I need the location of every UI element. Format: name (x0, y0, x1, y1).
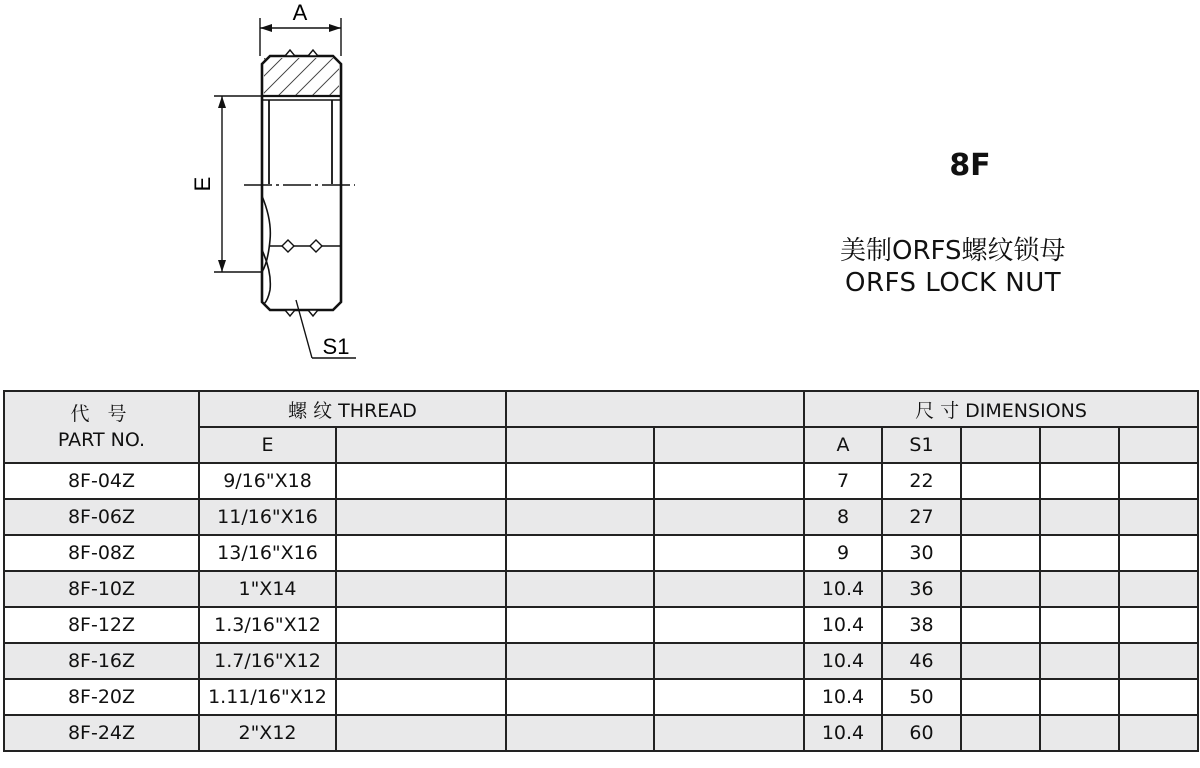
cell-thread-e: 13/16"X16 (199, 535, 336, 571)
col-header-blank (1119, 427, 1198, 463)
cell-blank (336, 571, 506, 607)
cell-part-no: 8F-08Z (4, 535, 199, 571)
cell-dim-a: 10.4 (804, 715, 882, 751)
col-header-a: A (804, 427, 882, 463)
part-no-header-cn: 代 号 (70, 403, 133, 425)
cell-blank (336, 643, 506, 679)
cell-dim-s1: 30 (882, 535, 961, 571)
cell-thread-e: 1.11/16"X12 (199, 679, 336, 715)
cell-blank (654, 499, 804, 535)
cell-thread-e: 1.3/16"X12 (199, 607, 336, 643)
table-row (4, 607, 1198, 643)
cell-blank (1119, 643, 1198, 679)
cell-part-no: 8F-06Z (4, 499, 199, 535)
cell-blank (1119, 499, 1198, 535)
dimensions-header: 尺 寸 DIMENSIONS (804, 391, 1198, 427)
spec-table (3, 390, 1199, 752)
cell-thread-e: 11/16"X16 (199, 499, 336, 535)
cell-blank (1119, 535, 1198, 571)
dim-s1-label: S1 (322, 334, 350, 359)
cell-blank (654, 571, 804, 607)
cell-blank (506, 463, 654, 499)
col-header-e: E (199, 427, 336, 463)
cell-thread-e: 1.7/16"X12 (199, 643, 336, 679)
cell-dim-s1: 38 (882, 607, 961, 643)
cell-blank (1119, 463, 1198, 499)
cell-blank (1040, 463, 1119, 499)
cell-blank (506, 643, 654, 679)
cell-dim-a: 10.4 (804, 679, 882, 715)
cell-blank (1040, 571, 1119, 607)
cell-blank (961, 643, 1040, 679)
cell-blank (1040, 499, 1119, 535)
table-row (4, 535, 1198, 571)
part-no-header (4, 391, 199, 463)
part-no-header-en: PART NO. (57, 429, 146, 451)
cell-blank (506, 679, 654, 715)
cell-blank (506, 607, 654, 643)
cell-dim-s1: 36 (882, 571, 961, 607)
cell-blank (506, 571, 654, 607)
cell-blank (961, 679, 1040, 715)
cell-blank (961, 715, 1040, 751)
cell-blank (1119, 679, 1198, 715)
cell-blank (336, 535, 506, 571)
cell-blank (336, 715, 506, 751)
cell-dim-a: 8 (804, 499, 882, 535)
part-code: 8F (949, 148, 991, 183)
table-row (4, 715, 1198, 751)
col-header-s1: S1 (882, 427, 961, 463)
col-header-blank (961, 427, 1040, 463)
cell-dim-s1: 60 (882, 715, 961, 751)
table-row (4, 643, 1198, 679)
cell-dim-a: 7 (804, 463, 882, 499)
col-header-blank (336, 427, 506, 463)
cell-blank (961, 463, 1040, 499)
table-row (4, 499, 1198, 535)
table-row (4, 571, 1198, 607)
cell-blank (1040, 643, 1119, 679)
cell-part-no: 8F-16Z (4, 643, 199, 679)
cell-dim-s1: 27 (882, 499, 961, 535)
empty-header (506, 391, 804, 427)
cell-blank (654, 715, 804, 751)
cell-dim-a: 10.4 (804, 607, 882, 643)
thread-header: 螺 纹 THREAD (199, 391, 506, 427)
col-header-blank (654, 427, 804, 463)
cell-blank (336, 499, 506, 535)
cell-blank (506, 499, 654, 535)
col-header-blank (1040, 427, 1119, 463)
cell-dim-a: 10.4 (804, 571, 882, 607)
cell-blank (1040, 607, 1119, 643)
lock-nut-drawing (0, 0, 600, 380)
cell-blank (336, 607, 506, 643)
cell-blank (654, 679, 804, 715)
cell-blank (654, 607, 804, 643)
cell-dim-a: 10.4 (804, 643, 882, 679)
cell-part-no: 8F-04Z (4, 463, 199, 499)
cell-blank (506, 535, 654, 571)
cell-blank (961, 535, 1040, 571)
cell-blank (506, 715, 654, 751)
title-en: ORFS LOCK NUT (845, 268, 1062, 298)
cell-dim-s1: 46 (882, 643, 961, 679)
dim-a-label: A (292, 0, 308, 25)
cell-dim-s1: 50 (882, 679, 961, 715)
cell-blank (654, 643, 804, 679)
cell-part-no: 8F-12Z (4, 607, 199, 643)
cell-blank (1040, 535, 1119, 571)
cell-part-no: 8F-10Z (4, 571, 199, 607)
table-row (4, 679, 1198, 715)
cell-blank (1040, 679, 1119, 715)
cell-blank (1119, 715, 1198, 751)
cell-blank (961, 571, 1040, 607)
dim-e-label: E (190, 176, 215, 192)
cell-part-no: 8F-20Z (4, 679, 199, 715)
cell-blank (1119, 571, 1198, 607)
title-cn: 美制ORFS螺纹锁母 (840, 236, 1066, 266)
cell-thread-e: 9/16"X18 (199, 463, 336, 499)
cell-blank (336, 679, 506, 715)
cell-blank (961, 607, 1040, 643)
cell-dim-s1: 22 (882, 463, 961, 499)
cell-blank (336, 463, 506, 499)
cell-blank (1119, 607, 1198, 643)
cell-blank (1040, 715, 1119, 751)
cell-thread-e: 2"X12 (199, 715, 336, 751)
cell-blank (961, 499, 1040, 535)
cell-blank (654, 463, 804, 499)
cell-thread-e: 1"X14 (199, 571, 336, 607)
cell-blank (654, 535, 804, 571)
col-header-blank (506, 427, 654, 463)
cell-dim-a: 9 (804, 535, 882, 571)
table-row (4, 463, 1198, 499)
cell-part-no: 8F-24Z (4, 715, 199, 751)
